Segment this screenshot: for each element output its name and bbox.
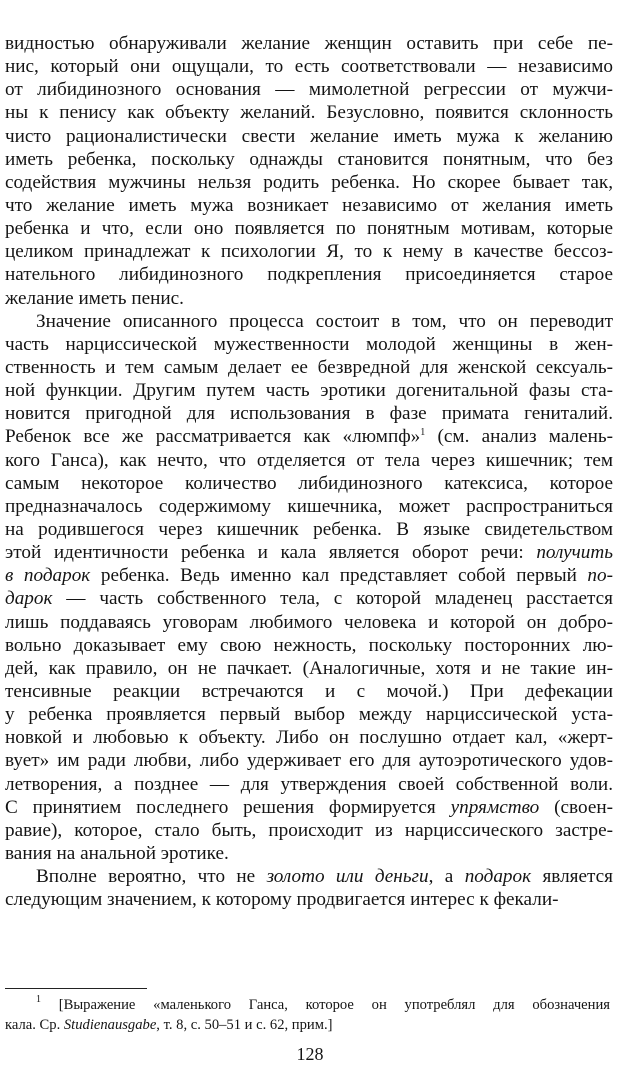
text-run: ны к пенису как объекту желаний. Безусловно, появится склонность bbox=[5, 102, 613, 124]
text-run: новится пригодной для использования в фазе примата гениталий. bbox=[5, 403, 613, 425]
text-run: этой идентичности ребенка и кала является оборот речи: bbox=[5, 542, 537, 564]
paragraph bbox=[0, 310, 613, 865]
footnote-marker: 1 bbox=[420, 427, 426, 439]
text-run: — часть собственного тела, с которой младенец расстается bbox=[52, 588, 613, 610]
text-run: Вполне вероятно, что не bbox=[36, 866, 267, 888]
text-line bbox=[0, 657, 613, 680]
text-line bbox=[0, 703, 613, 726]
text-run: иметь ребенка, поскольку однажды становится понятным, что без bbox=[5, 148, 613, 170]
text-line bbox=[0, 773, 613, 796]
text-line bbox=[0, 310, 613, 333]
text-line bbox=[0, 749, 613, 772]
text-run: на родившегося через кишечник ребенка. В языке свидетельством bbox=[5, 518, 613, 540]
footnote-marker: 1 bbox=[36, 995, 41, 1005]
text-line bbox=[0, 379, 613, 402]
text-run: ной функции. Другим путем часть эротики догенитальной фазы ста- bbox=[5, 380, 613, 402]
text-run: ребенка. Ведь именно кал представляет собой первый bbox=[90, 565, 588, 587]
text-run: вания на анальной эротике. bbox=[5, 842, 229, 864]
footnote bbox=[0, 995, 610, 1035]
text-run: самым некоторое количество либидинозного катексиса, которое bbox=[5, 472, 613, 494]
text-run: Значение описанного процесса состоит в том, что он переводит bbox=[36, 310, 613, 332]
text-line bbox=[0, 888, 613, 911]
text-run: равие), которое, стало быть, происходит из нарциссического застре- bbox=[5, 819, 613, 841]
text-run: ственность и тем самым делает ее безвредной для женской сексуаль- bbox=[5, 356, 613, 378]
text-line bbox=[0, 125, 613, 148]
text-run: нательного либидинозного подкрепления присоединяется старое bbox=[5, 264, 613, 286]
text-line bbox=[0, 287, 613, 310]
text-line bbox=[0, 819, 613, 842]
text-line bbox=[0, 865, 613, 888]
text-run: вольно доказывает ему свою нежность, поскольку посторонних лю- bbox=[5, 634, 613, 656]
text-run: Ребенок все же рассматривается как «люмпф» bbox=[5, 426, 421, 448]
text-line bbox=[0, 78, 613, 101]
text-run: (своен- bbox=[539, 796, 613, 818]
text-line bbox=[0, 333, 613, 356]
italic-text: упрямство bbox=[450, 796, 540, 818]
italic-text: Studienausgabe bbox=[63, 1017, 157, 1033]
text-run: предназначалось содержимому кишечника, может распространиться bbox=[5, 495, 613, 517]
text-line bbox=[0, 634, 613, 657]
text-run: следующим значением, к которому продвигается интерес к фекали- bbox=[5, 889, 559, 911]
text-line bbox=[0, 101, 613, 124]
italic-text: золото или деньги bbox=[266, 866, 429, 888]
footnote-separator bbox=[5, 988, 147, 989]
text-line bbox=[0, 148, 613, 171]
text-run: вует» им ради любви, либо удерживает его для аутоэротического удов- bbox=[5, 750, 613, 772]
text-line bbox=[0, 680, 613, 703]
text-line bbox=[0, 796, 613, 819]
text-line bbox=[0, 402, 613, 425]
italic-text: получить bbox=[536, 542, 613, 564]
text-line bbox=[0, 611, 613, 634]
text-run: летворения, а позднее — для утверждения своей собственной воли. bbox=[5, 773, 613, 795]
text-run: часть нарциссической мужественности молодой женщины в жен- bbox=[5, 333, 613, 355]
text-run: желание иметь пенис. bbox=[5, 287, 184, 309]
text-run: что желание иметь мужа возникает независимо от желания иметь bbox=[5, 194, 613, 216]
text-line bbox=[0, 472, 613, 495]
italic-text: в подарок bbox=[5, 565, 91, 587]
text-run: (см. анализ малень- bbox=[425, 426, 613, 448]
text-line bbox=[0, 495, 613, 518]
text-line bbox=[0, 194, 613, 217]
text-line bbox=[0, 356, 613, 379]
italic-text: подарок bbox=[464, 866, 532, 888]
footnote-line bbox=[0, 995, 610, 1015]
text-run: чисто рационалистически свести желание иметь мужа к желанию bbox=[5, 125, 613, 147]
text-run: С принятием последнего решения формируется bbox=[5, 796, 451, 818]
text-run: , а bbox=[428, 866, 465, 888]
italic-text: дарок bbox=[5, 588, 53, 610]
paragraph bbox=[0, 32, 613, 310]
text-line bbox=[0, 726, 613, 749]
text-run: тенсивные реакции встречаются и с мочой.) При дефекации bbox=[5, 680, 613, 702]
text-run: содействия мужчины нельзя родить ребенка. Но скорее бывает так, bbox=[5, 171, 613, 193]
text-line bbox=[0, 518, 613, 541]
text-run: целиком принадлежат к психологии Я, то к нему в качестве бессоз- bbox=[5, 241, 613, 263]
text-line bbox=[0, 564, 613, 587]
text-run: у ребенка проявляется первый выбор между нарциссической уста- bbox=[5, 704, 613, 726]
text-line bbox=[0, 541, 613, 564]
footnote-line bbox=[0, 1015, 610, 1035]
text-run: является bbox=[531, 866, 613, 888]
text-line bbox=[0, 217, 613, 240]
main-text bbox=[0, 32, 613, 911]
text-run: от либидинозного основания — мимолетной регрессии от мужчи- bbox=[5, 79, 613, 101]
text-line bbox=[0, 425, 613, 448]
text-run: дей, как правило, он не пачкает. (Аналогичные, хотя и не такие ин- bbox=[5, 657, 613, 679]
text-run: [Выражение «маленького Ганса, которое он употреблял для обозначения bbox=[41, 997, 610, 1013]
text-line bbox=[0, 263, 613, 286]
italic-text: по- bbox=[587, 565, 613, 587]
text-run: кого Ганса), как нечто, что отделяется от тела через кишечник; тем bbox=[5, 449, 613, 471]
paragraph bbox=[0, 865, 613, 911]
text-run: лишь поддаваясь уговорам любимого человека и которой он добро- bbox=[5, 611, 613, 633]
text-line bbox=[0, 171, 613, 194]
text-line bbox=[0, 55, 613, 78]
text-line bbox=[0, 32, 613, 55]
text-run: ребенка и что, если оно появляется по понятным мотивам, которые bbox=[5, 218, 613, 240]
text-run: , т. 8, с. 50–51 и с. 62, прим.] bbox=[156, 1017, 333, 1033]
text-line bbox=[0, 842, 613, 865]
text-line bbox=[0, 449, 613, 472]
text-run: кала. Ср. bbox=[5, 1017, 64, 1033]
page-number: 128 bbox=[296, 1044, 324, 1064]
text-line bbox=[0, 240, 613, 263]
text-run: нис, который они ощущали, то есть соответствовали — независимо bbox=[5, 56, 613, 78]
text-run: видностью обнаруживали желание женщин оставить при себе пе- bbox=[5, 33, 613, 54]
text-run: новкой и любовью к объекту. Либо он послушно отдает кал, «жерт- bbox=[5, 727, 613, 749]
text-line bbox=[0, 587, 613, 610]
